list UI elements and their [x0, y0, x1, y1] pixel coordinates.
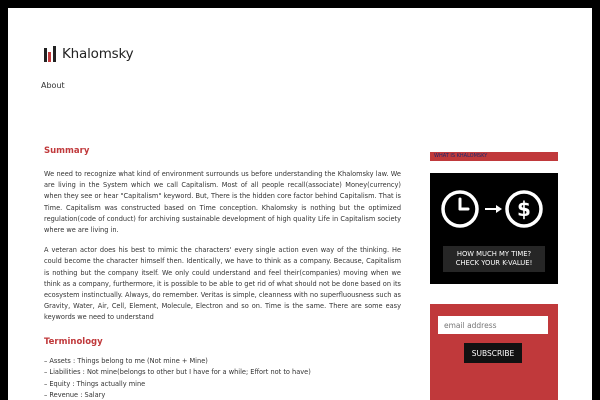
widget-title-text: WHAT IS KHALOMSKY: [434, 153, 488, 159]
list-item: – Assets : Things belong to me (Not mine + Mine): [44, 356, 208, 365]
dollar-icon: [507, 192, 541, 226]
clock-icon: [443, 192, 477, 226]
nav-link-about[interactable]: About: [41, 81, 65, 90]
ad-caption-line-1: HOW MUCH MY TIME?: [456, 250, 532, 259]
terminology-heading: Terminology: [44, 336, 103, 347]
k-value-ad-banner[interactable]: [430, 173, 558, 284]
main-content: [44, 146, 401, 400]
list-item: – Equity : Things actually mine: [44, 379, 146, 388]
email-field[interactable]: [438, 316, 548, 334]
summary-paragraph-1: We need to recognize what kind of environment surrounds us before understanding the Khalomsky law. We are living in the System which we call Capitalism. Most of all people recall(associate) Money(currency) when they see or hear "Capitalism" keyword. But, There is the hidden core factor behind Capitalism. That is Time. Capitalism was constructed based on Time conception. Khalomsky is nothing but the optimized regulation(code of conduct) for archiving sustainable development of high quality Life in Capitalism society where we are living in.: [44, 170, 401, 235]
summary-paragraph-2: A veteran actor does his best to mimic the characters' every single action even way of the thinking. He could become the character himself then. Identically, we have to think as a company. Because, Capitalism is nothing but the company itself. We only could understand and feel their(companies) moving when we think as a company, furthermore, it is possible to be able to get rid of what should not be done based on its ecosystem instinctually. Always, do remember. Veritas is simple, cleanness with no superfluousness such as Gravity, Water, Air, Cell, Element, Molecule, Electron and so on. Time is the same. There are some easy keywords we need to understand: [44, 246, 401, 322]
list-item: – Liabilities : Not mine(belongs to other but I have for a while; Effort not to have): [44, 368, 311, 377]
summary-heading: Summary: [44, 146, 90, 156]
subscribe-button[interactable]: SUBSCRIBE: [464, 343, 522, 363]
list-item: – Revenue : Salary: [44, 391, 106, 400]
page: [8, 8, 592, 400]
logo-bars-icon: [44, 46, 59, 62]
site-logo[interactable]: [44, 46, 133, 62]
arrow-right-icon: [485, 205, 502, 213]
terminology-list: [44, 356, 401, 400]
sidebar-widget-title: [430, 152, 558, 161]
ad-caption: [443, 246, 545, 272]
ad-caption-line-2: CHECK YOUR K-VALUE!: [455, 259, 533, 267]
subscribe-widget: [430, 304, 558, 400]
svg-text:$: $: [517, 197, 531, 221]
logo-text: Khalomsky: [62, 46, 134, 62]
